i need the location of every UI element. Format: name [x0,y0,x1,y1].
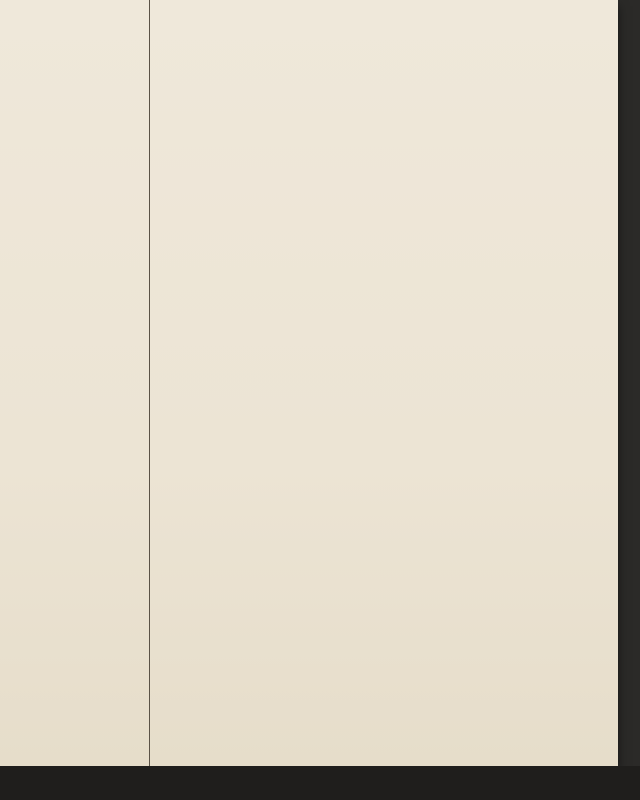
column-rule [149,0,150,766]
dark-background-edge [0,766,640,800]
